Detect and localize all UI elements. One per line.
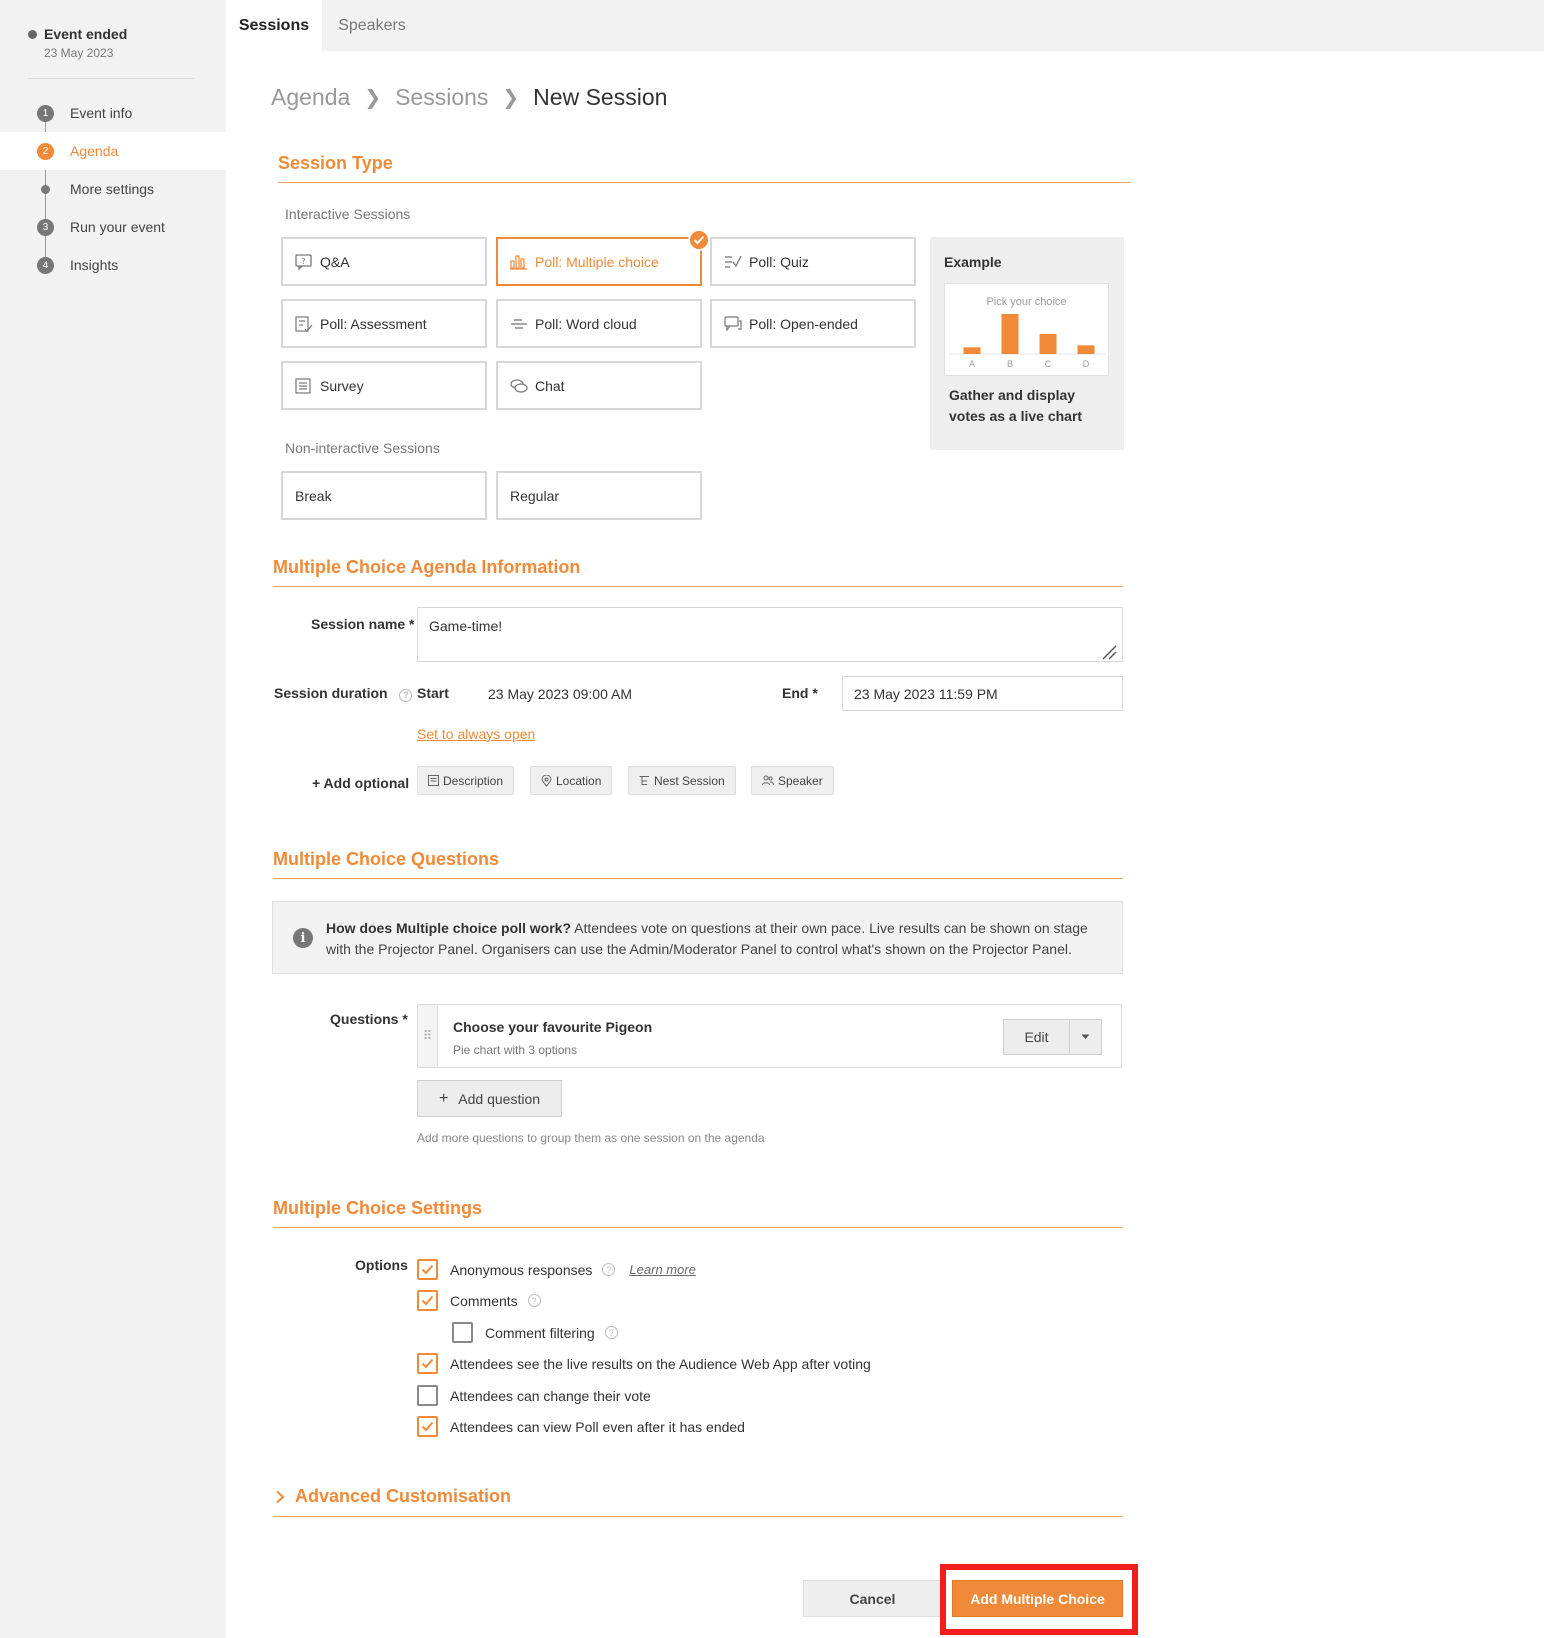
non-interactive-sessions-label: Non-interactive Sessions <box>285 440 440 456</box>
plus-icon: + <box>438 1089 449 1107</box>
help-icon[interactable]: ? <box>528 1294 541 1307</box>
quiz-icon <box>724 254 742 270</box>
sidebar-item-label: Event info <box>70 105 133 121</box>
location-pin-icon <box>541 775 552 787</box>
chat-icon <box>510 378 528 394</box>
option-comments[interactable]: Comments ? <box>417 1290 541 1311</box>
example-title: Example <box>944 254 1002 270</box>
sidebar-item-label: Run your event <box>70 219 165 235</box>
add-multiple-choice-button[interactable]: Add Multiple Choice <box>952 1580 1123 1617</box>
add-location-chip[interactable]: Location <box>530 766 612 795</box>
type-poll-assessment-button[interactable] <box>281 299 487 348</box>
event-status-label: Event ended <box>44 26 128 42</box>
cancel-button[interactable]: Cancel <box>803 1580 942 1617</box>
sidebar <box>0 0 226 1638</box>
help-icon[interactable]: ? <box>602 1263 615 1276</box>
sidebar-item-label: Agenda <box>70 143 119 159</box>
sidebar-item-more-settings[interactable] <box>0 170 226 208</box>
tab-sessions[interactable]: Sessions <box>226 0 322 51</box>
survey-icon <box>295 378 313 394</box>
chevron-right-icon: ❯ <box>502 87 520 109</box>
start-label: Start <box>417 685 449 701</box>
section-title-session-type: Session Type <box>278 153 393 173</box>
questions-label: Questions * <box>330 1011 408 1027</box>
option-anonymous-responses[interactable]: Anonymous responses ? Learn more <box>417 1259 696 1280</box>
sidebar-item-label: Insights <box>70 257 119 273</box>
sidebar-item-label: More settings <box>70 181 155 197</box>
sidebar-divider <box>28 78 194 79</box>
type-regular-button[interactable] <box>496 471 702 520</box>
sidebar-item-event-info[interactable] <box>0 94 226 132</box>
chart-bar <box>1002 314 1019 354</box>
type-chat-button[interactable] <box>496 361 702 410</box>
chart-bar <box>1040 334 1057 354</box>
add-nest-session-chip[interactable]: Nest Session <box>628 766 736 795</box>
sidebar-item-run-your-event[interactable] <box>0 208 226 246</box>
checkbox-checked[interactable] <box>417 1416 438 1437</box>
type-label: Regular <box>510 487 560 504</box>
option-live-results[interactable]: Attendees see the live results on the Audience Web App after voting <box>417 1353 871 1374</box>
sidebar-item-insights[interactable] <box>0 246 226 284</box>
step-number: 4 <box>37 257 54 274</box>
options-label: Options <box>355 1257 408 1273</box>
svg-text:?: ? <box>301 256 306 266</box>
qa-icon <box>295 254 313 270</box>
event-date: 23 May 2023 <box>44 46 114 60</box>
example-chart <box>944 283 1109 376</box>
section-divider <box>273 878 1123 879</box>
session-duration-label: Session duration ? <box>274 685 412 702</box>
section-divider <box>273 1516 1123 1517</box>
type-label: Poll: Multiple choice <box>535 253 659 270</box>
advanced-customisation-toggle[interactable]: Advanced Customisation <box>275 1486 511 1507</box>
caret-down-icon <box>1081 1034 1090 1040</box>
checkbox-checked[interactable] <box>417 1353 438 1374</box>
info-icon: i <box>293 928 313 948</box>
status-dot-icon <box>28 30 37 39</box>
info-text: How does Multiple choice poll work? Attendees vote on questions at their own pace. Live results can be shown on stage with the Projector Panel. Organisers can use the Admin/Moderator Panel to control what's shown on the Projector Panel. <box>326 920 1088 957</box>
breadcrumb <box>271 84 667 111</box>
sidebar-item-agenda[interactable] <box>0 132 226 170</box>
type-label: Poll: Assessment <box>320 315 427 332</box>
resize-handle-icon[interactable] <box>1101 644 1117 660</box>
selected-check-icon <box>688 229 710 251</box>
type-label: Poll: Open-ended <box>749 315 858 332</box>
question-title: Choose your favourite Pigeon <box>453 1019 653 1035</box>
chart-tick-label: D <box>1082 359 1090 369</box>
tab-speakers[interactable]: Speakers <box>338 16 406 34</box>
breadcrumb-current: New Session <box>533 84 668 110</box>
add-question-button[interactable]: + Add question <box>417 1080 562 1117</box>
type-label: Survey <box>320 377 364 394</box>
option-view-after-ended[interactable]: Attendees can view Poll even after it has ended <box>417 1416 745 1437</box>
chevron-right-icon <box>275 1490 285 1504</box>
section-title-settings: Multiple Choice Settings <box>273 1198 483 1218</box>
example-description: Gather and display votes as a live chart <box>949 387 1083 424</box>
type-label: Break <box>295 487 332 504</box>
add-question-helper-text: Add more questions to group them as one session on the agenda <box>417 1131 765 1145</box>
add-optional-label: + Add optional <box>312 775 410 791</box>
checkbox-unchecked[interactable] <box>452 1322 473 1343</box>
type-poll-multiple-choice-button[interactable] <box>496 237 702 286</box>
type-label: Q&A <box>320 253 350 270</box>
speaker-icon <box>762 775 774 786</box>
question-card[interactable] <box>417 1004 1122 1068</box>
section-divider <box>273 1227 1123 1228</box>
breadcrumb-agenda[interactable]: Agenda <box>271 84 351 110</box>
type-poll-quiz-button[interactable] <box>710 237 916 286</box>
info-box <box>272 901 1123 974</box>
help-icon[interactable]: ? <box>399 689 412 702</box>
chart-tick-label: A <box>968 359 976 369</box>
type-break-button[interactable] <box>281 471 487 520</box>
checkbox-checked[interactable] <box>417 1290 438 1311</box>
section-divider <box>273 586 1123 587</box>
end-label: End * <box>782 685 818 701</box>
section-title-questions: Multiple Choice Questions <box>273 849 500 869</box>
type-label: Poll: Quiz <box>749 253 809 270</box>
option-comment-filtering[interactable]: Comment filtering ? <box>452 1322 618 1343</box>
chart-tick-label: C <box>1044 359 1052 369</box>
step-number: 1 <box>37 105 54 122</box>
example-panel <box>930 237 1124 450</box>
chart-tick-label: B <box>1006 359 1014 369</box>
type-label: Poll: Word cloud <box>535 315 637 332</box>
set-always-open-link[interactable]: Set to always open <box>417 726 536 742</box>
edit-question-button[interactable]: Edit <box>1003 1019 1070 1055</box>
session-name-label: Session name * <box>311 616 415 632</box>
nest-session-icon <box>639 775 650 786</box>
add-description-chip[interactable]: Description <box>417 766 514 795</box>
open-ended-icon <box>724 316 742 332</box>
chart-bar <box>1078 345 1095 354</box>
chevron-right-icon: ❯ <box>364 87 382 109</box>
section-divider <box>278 182 1131 183</box>
learn-more-link[interactable]: Learn more <box>629 1262 696 1277</box>
description-icon <box>428 775 439 786</box>
type-poll-open-ended-button[interactable] <box>710 299 916 348</box>
checkbox-unchecked[interactable] <box>417 1385 438 1406</box>
session-name-input[interactable]: Game-time! <box>417 607 1123 662</box>
step-number: 3 <box>37 219 54 236</box>
example-chart-caption: Pick your choice <box>986 296 1067 308</box>
add-speaker-chip[interactable]: Speaker <box>751 766 834 795</box>
checkbox-checked[interactable] <box>417 1259 438 1280</box>
example-bar-chart <box>945 284 1110 377</box>
interactive-sessions-label: Interactive Sessions <box>285 206 411 222</box>
section-title-agenda-info: Multiple Choice Agenda Information <box>273 557 581 577</box>
option-change-vote[interactable]: Attendees can change their vote <box>417 1385 651 1406</box>
start-datetime-value[interactable]: 23 May 2023 09:00 AM <box>488 686 632 702</box>
breadcrumb-sessions[interactable]: Sessions <box>395 84 489 110</box>
step-number: 2 <box>37 143 54 160</box>
help-icon[interactable]: ? <box>605 1326 618 1339</box>
chart-bar <box>964 347 981 354</box>
type-survey-button[interactable] <box>281 361 487 410</box>
type-poll-word-cloud-button[interactable] <box>496 299 702 348</box>
end-datetime-input[interactable]: 23 May 2023 11:59 PM <box>842 676 1123 711</box>
step-dot-icon <box>41 185 50 194</box>
assessment-icon <box>295 316 313 332</box>
bar-chart-icon <box>510 254 528 270</box>
drag-handle-icon[interactable]: ⠿ <box>418 1005 438 1067</box>
top-tab-bar <box>226 0 1544 51</box>
type-qa-button[interactable] <box>281 237 487 286</box>
question-actions-dropdown[interactable] <box>1069 1019 1102 1055</box>
type-label: Chat <box>535 377 565 394</box>
word-cloud-icon <box>510 316 528 332</box>
event-status <box>28 26 127 60</box>
question-subtitle: Pie chart with 3 options <box>453 1043 578 1057</box>
